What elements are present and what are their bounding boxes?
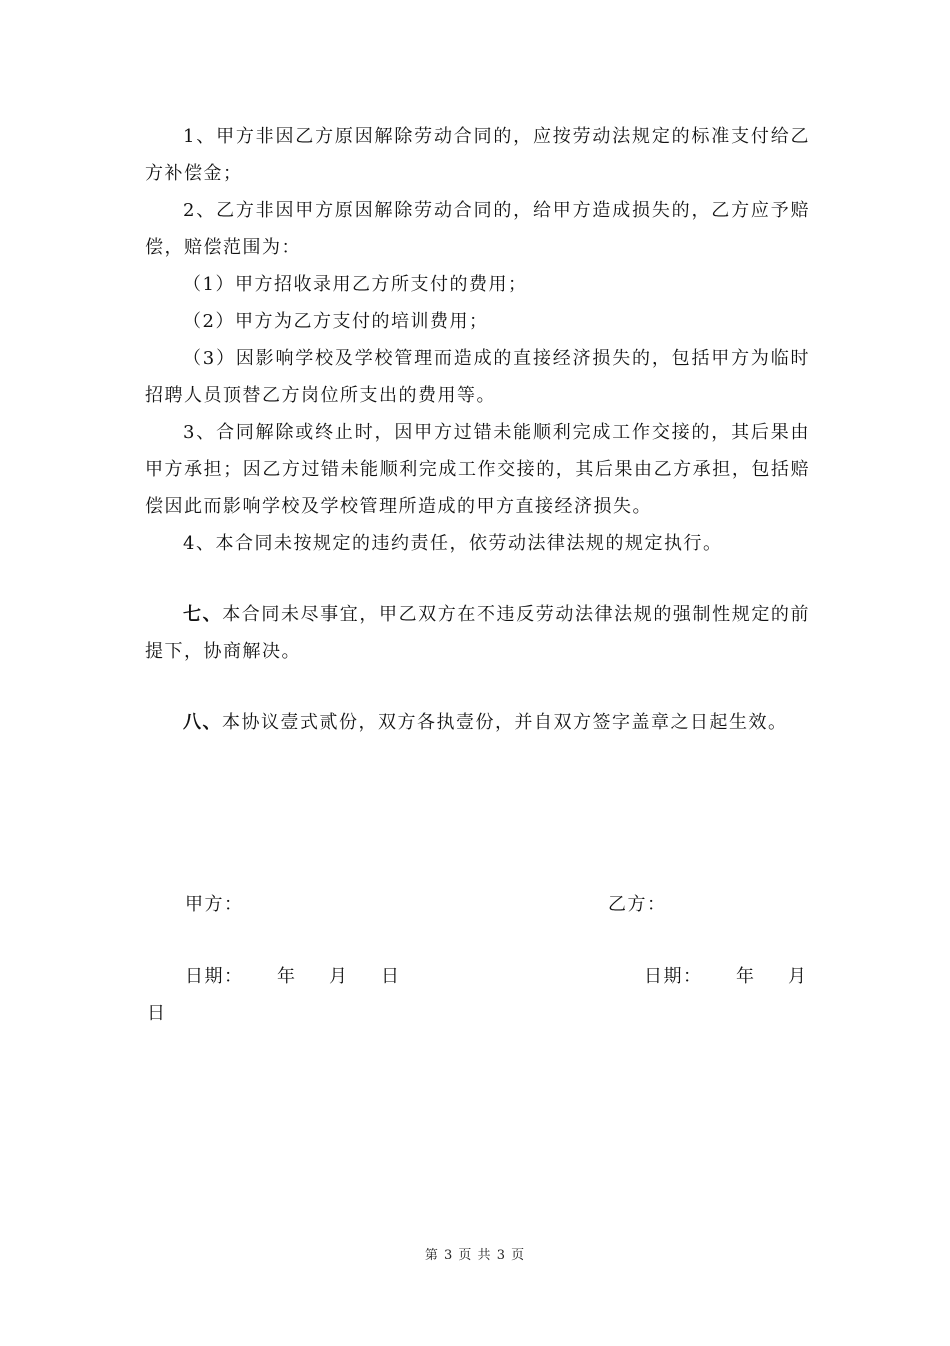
party-b-date-month: 月 xyxy=(788,966,808,987)
clause-1: 1、甲方非因乙方原因解除劳动合同的，应按劳动法规定的标准支付给乙方补偿金； xyxy=(145,126,810,184)
party-b-date-year: 年 xyxy=(736,966,756,987)
party-a-label: 甲方： xyxy=(185,894,244,915)
section-spacer xyxy=(145,670,810,704)
clause-2-item-3: （3）因影响学校及学校管理而造成的直接经济损失的，包括甲方为临时招聘人员顶替乙方岗位所支出的费用等。 xyxy=(145,348,810,406)
page-number-footer: 第 3 页 共 3 页 xyxy=(424,1248,526,1263)
section-8-heading: 八、 xyxy=(183,712,222,733)
party-b-date-day: 日 xyxy=(147,1003,167,1024)
section-7 xyxy=(145,596,810,670)
section-8-text: 本协议壹式贰份，双方各执壹份，并自双方签字盖章之日起生效。 xyxy=(222,712,788,733)
clause-2-item-1: （1）甲方招收录用乙方所支付的费用； xyxy=(183,274,528,295)
party-a-date-label: 日期： xyxy=(185,966,244,987)
party-a-date-month: 月 xyxy=(329,966,349,987)
party-a-date-day: 日 xyxy=(381,966,401,987)
party-a-date-year: 年 xyxy=(277,966,297,987)
clause-4: 4、本合同未按规定的违约责任，依劳动法律法规的规定执行。 xyxy=(183,533,723,554)
section-7-text: 本合同未尽事宜，甲乙双方在不违反劳动法律法规的强制性规定的前提下，协商解决。 xyxy=(145,604,811,662)
section-spacer xyxy=(145,562,810,596)
clause-2: 2、乙方非因甲方原因解除劳动合同的，给甲方造成损失的，乙方应予赔偿，赔偿范围为： xyxy=(145,200,810,258)
contract-body xyxy=(145,118,810,741)
party-b-label: 乙方： xyxy=(608,894,667,915)
party-b-date-label: 日期： xyxy=(644,966,703,987)
section-8 xyxy=(145,704,810,741)
section-7-heading: 七、 xyxy=(183,604,223,625)
clause-2-item-2: （2）甲方为乙方支付的培训费用； xyxy=(183,311,489,332)
clause-3: 3、合同解除或终止时，因甲方过错未能顺利完成工作交接的，其后果由甲方承担；因乙方过错未能顺利完成工作交接的，其后果由乙方承担，包括赔偿因此而影响学校及学校管理所造成的甲方直接经济损失。 xyxy=(145,422,810,517)
